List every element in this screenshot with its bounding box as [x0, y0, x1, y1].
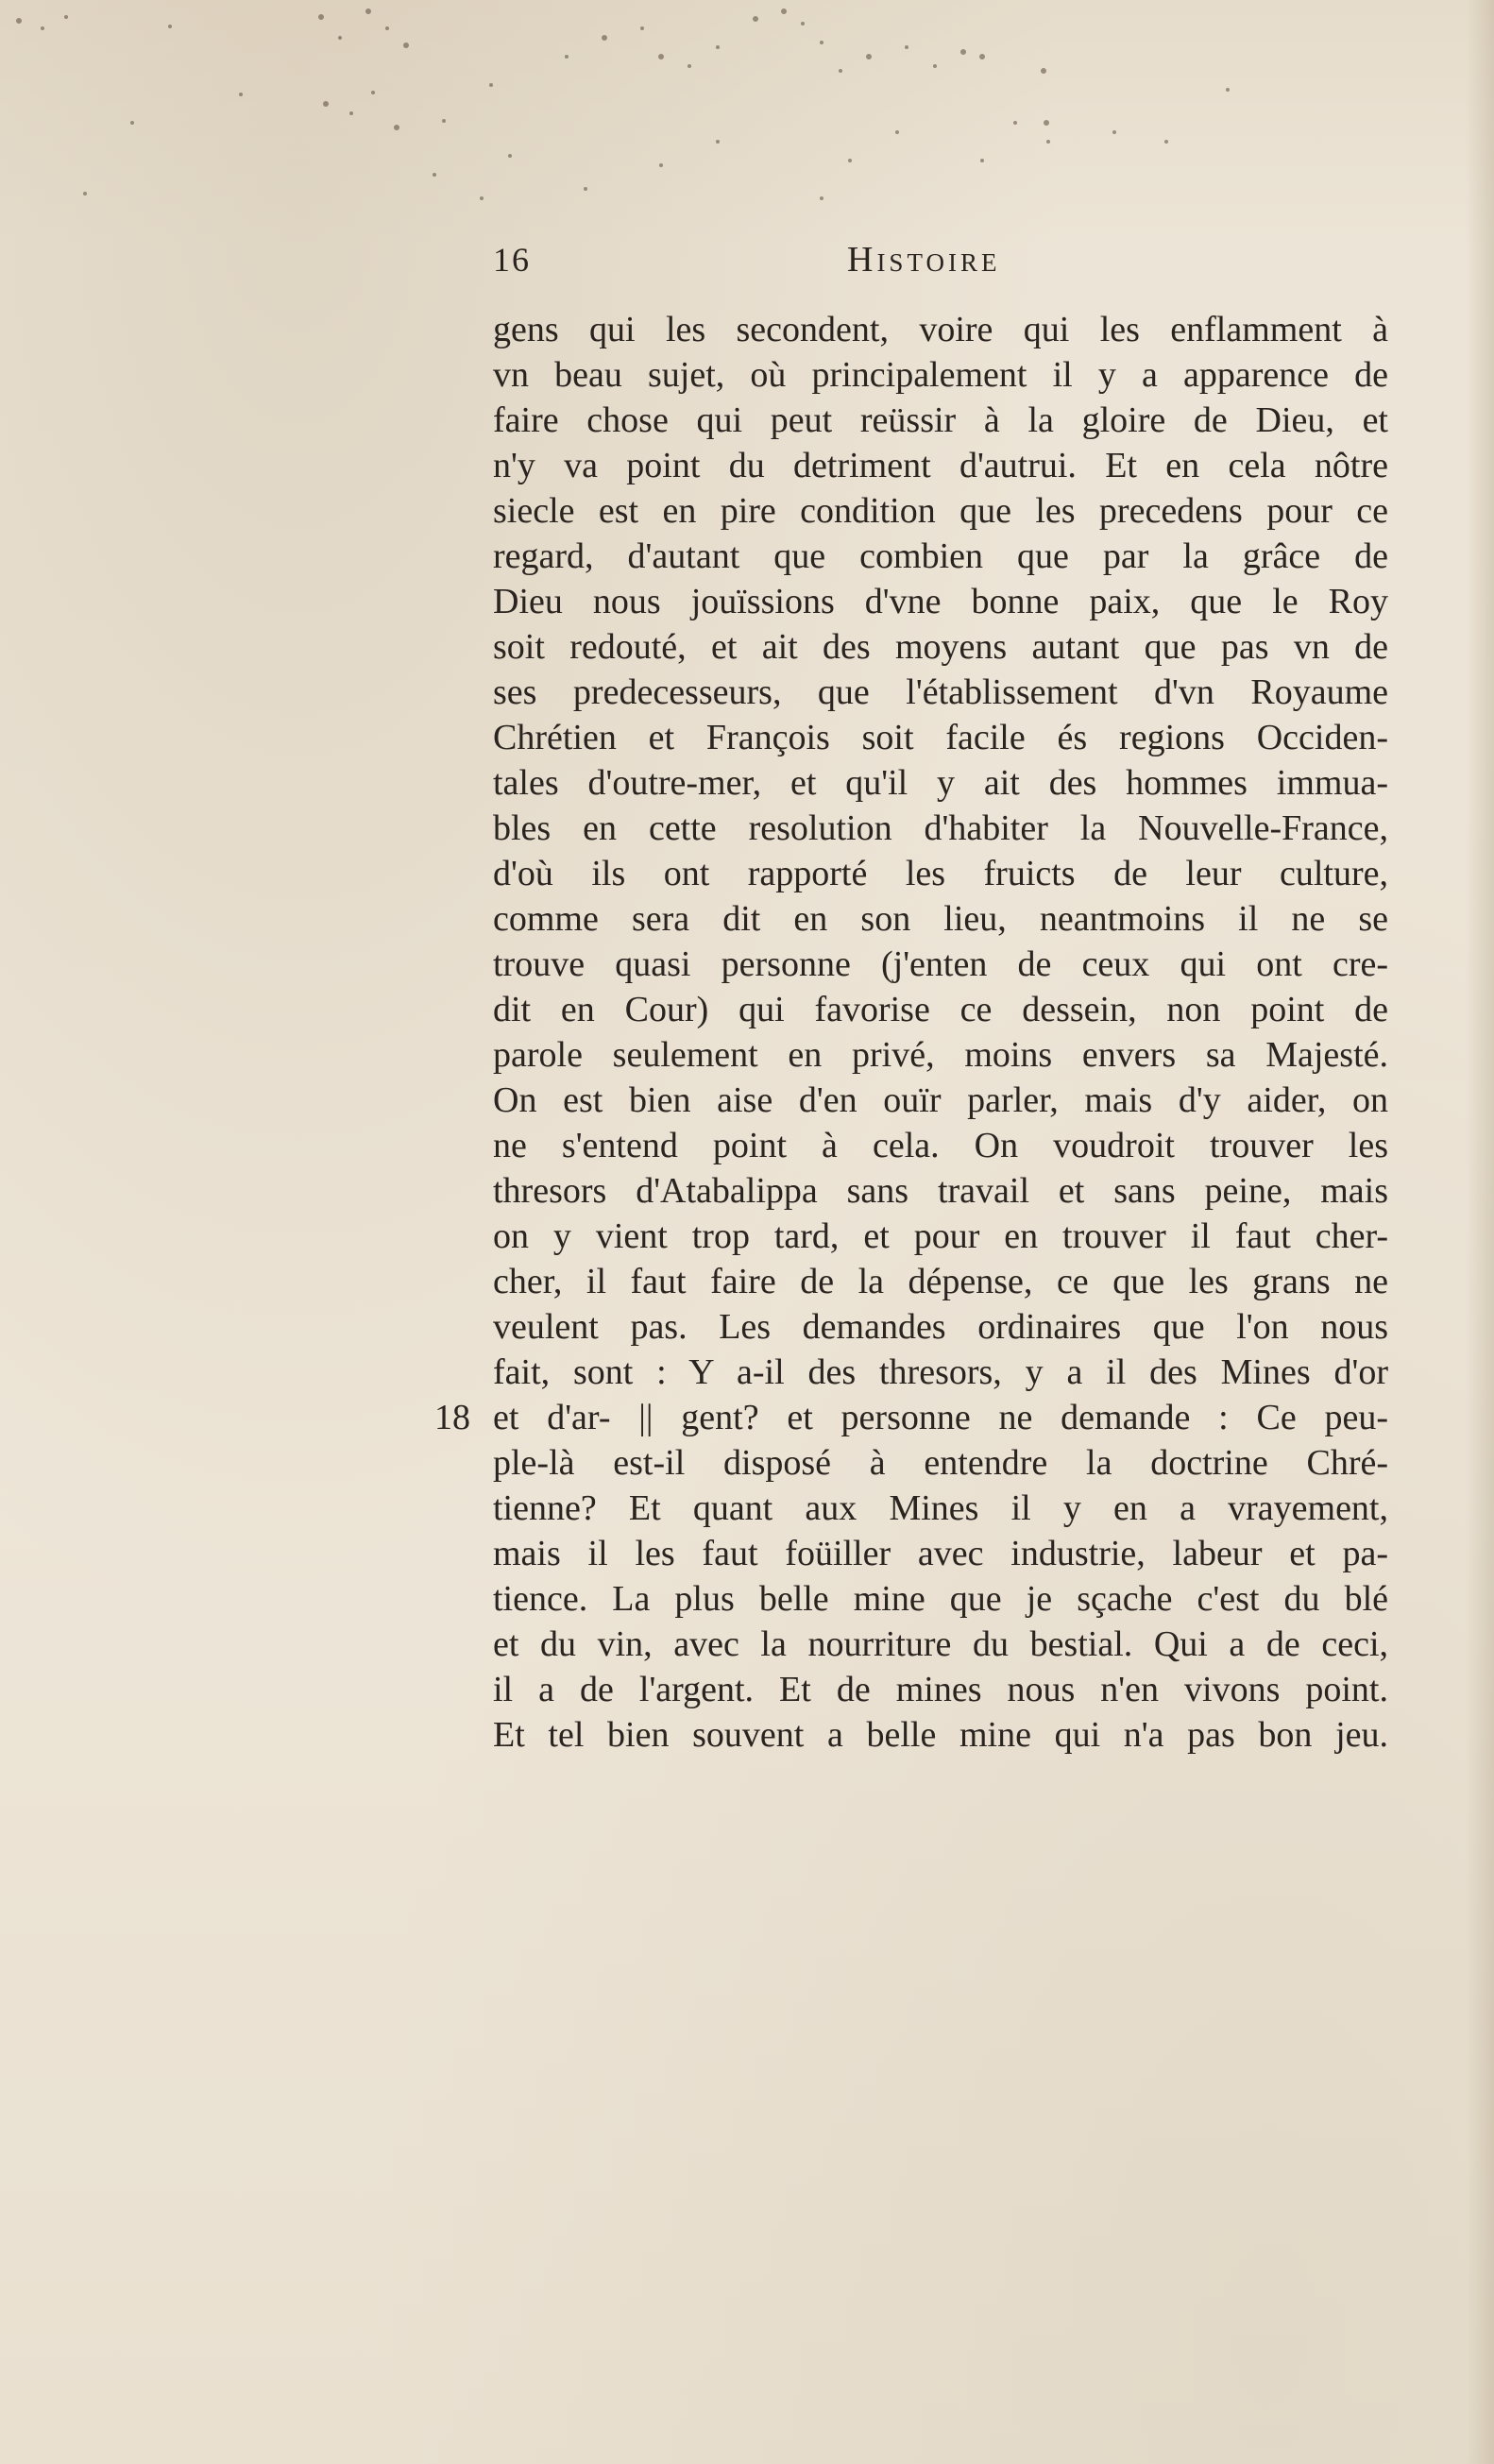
- text-line: thresors d'Atabalippa sans travail et sans peine, mais: [493, 1171, 1388, 1211]
- page-edge-shadow: [1466, 0, 1494, 2464]
- text-line: tienne? Et quant aux Mines il y en a vrayement,: [493, 1488, 1388, 1528]
- text-line: mais il les faut foüiller avec industrie, labeur et pa-: [493, 1534, 1388, 1573]
- text-line: d'où ils ont rapporté les fruicts de leur culture,: [493, 854, 1388, 893]
- text-line: tales d'outre-mer, et qu'il y ait des hommes immua-: [493, 763, 1388, 803]
- text-line: soit redouté, et ait des moyens autant que pas vn de: [493, 627, 1388, 667]
- foxing-stains: [0, 0, 1494, 246]
- running-title: Histoire: [847, 240, 1001, 280]
- text-line: tience. La plus belle mine que je sçache c'est du blé: [493, 1579, 1388, 1619]
- text-line: Dieu nous jouïssions d'vne bonne paix, que le Roy: [493, 582, 1388, 621]
- text-line: ses predecesseurs, que l'établissement d'vn Royaume: [493, 672, 1388, 712]
- text-line: ne s'entend point à cela. On voudroit trouver les: [493, 1126, 1388, 1165]
- text-line: trouve quasi personne (j'enten de ceux qui ont cre-: [493, 944, 1388, 984]
- text-line: gens qui les secondent, voire qui les enflamment à: [493, 310, 1388, 349]
- text-line: ple-là est-il disposé à entendre la doctrine Chré-: [493, 1443, 1388, 1483]
- text-line: on y vient trop tard, et pour en trouver il faut cher-: [493, 1216, 1388, 1256]
- text-line: cher, il faut faire de la dépense, ce que les grans ne: [493, 1262, 1388, 1301]
- text-line: vn beau sujet, où principalement il y a apparence de: [493, 355, 1388, 395]
- text-line: Et tel bien souvent a belle mine qui n'a pas bon jeu.: [493, 1715, 1388, 1755]
- text-line: siecle est en pire condition que les precedens pour ce: [493, 491, 1388, 531]
- text-line: et du vin, avec la nourriture du bestial. Qui a de ceci,: [493, 1624, 1388, 1664]
- text-line: bles en cette resolution d'habiter la Nouvelle-France,: [493, 808, 1388, 848]
- text-line: faire chose qui peut reüssir à la gloire de Dieu, et: [493, 400, 1388, 440]
- text-line: il a de l'argent. Et de mines nous n'en vivons point.: [493, 1670, 1388, 1709]
- text-line: Chrétien et François soit facile és regions Occiden-: [493, 718, 1388, 757]
- text-line: veulent pas. Les demandes ordinaires que l'on nous: [493, 1307, 1388, 1347]
- text-line: n'y va point du detriment d'autrui. Et en cela nôtre: [493, 446, 1388, 485]
- text-line: regard, d'autant que combien que par la grâce de: [493, 536, 1388, 576]
- running-head: [493, 236, 1400, 283]
- text-line: fait, sont : Y a-il des thresors, y a il des Mines d'or: [493, 1352, 1388, 1392]
- text-line: dit en Cour) qui favorise ce dessein, non point de: [493, 990, 1388, 1029]
- text-line: comme sera dit en son lieu, neantmoins il ne se: [493, 899, 1388, 939]
- text-line: et d'ar- || gent? et personne ne demande : Ce peu-: [493, 1398, 1388, 1437]
- body-text: [493, 307, 1388, 1758]
- text-line: parole seulement en privé, moins envers sa Majesté.: [493, 1035, 1388, 1075]
- text-line: On est bien aise d'en ouïr parler, mais d'y aider, on: [493, 1080, 1388, 1120]
- page-number: 16: [493, 241, 531, 279]
- margin-page-reference: 18: [434, 1398, 470, 1437]
